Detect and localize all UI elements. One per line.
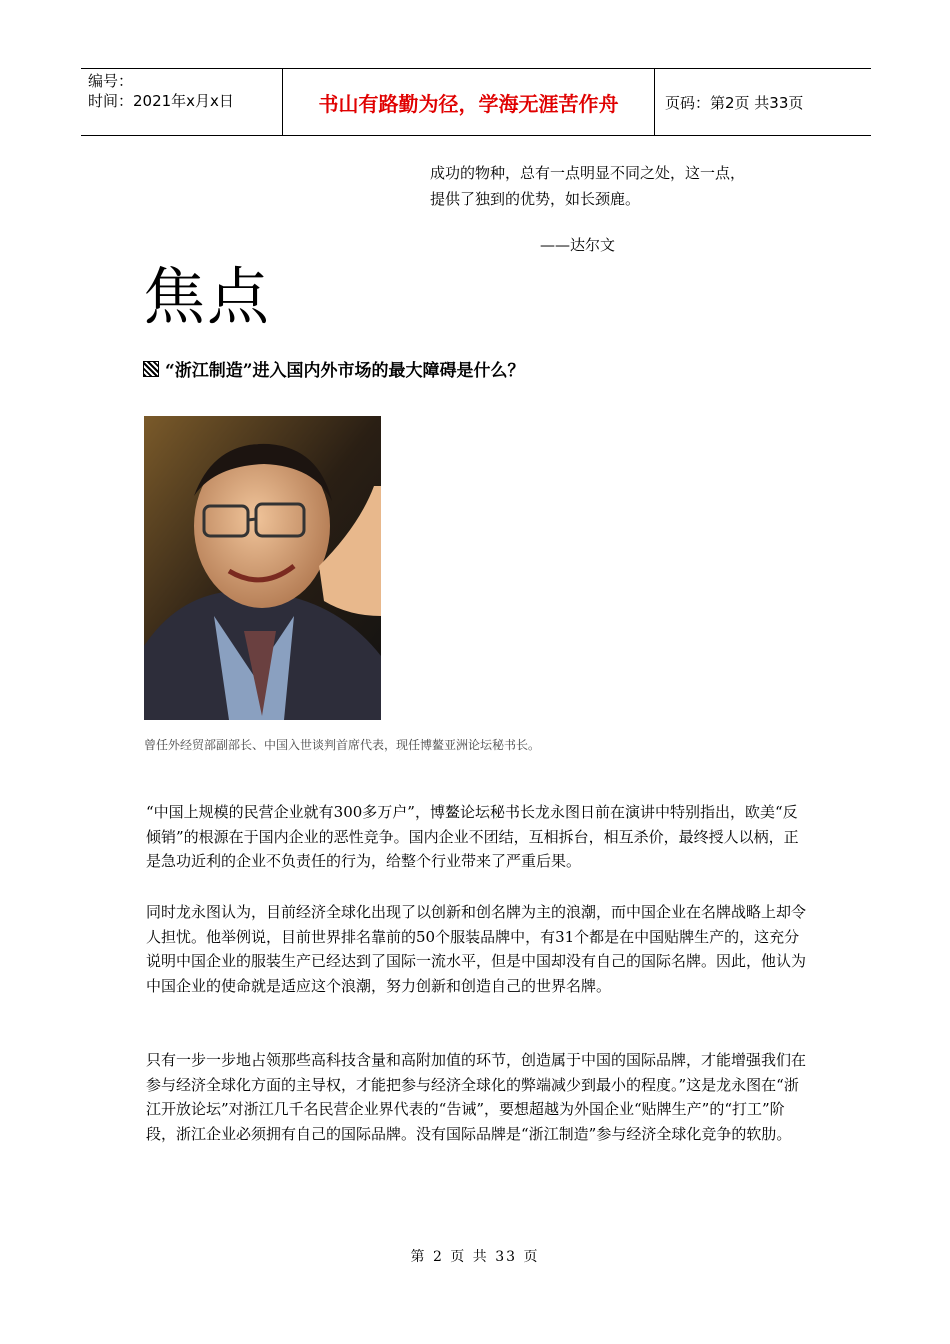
code-label: 编号：: [88, 72, 134, 90]
paragraph-1: “中国上规模的民营企业就有300多万户”，博鳌论坛秘书长龙永图日前在演讲中特别指出，欧美“反倾销”的根源在于国内企业的恶性竞争。国内企业不团结，互相拆台，相互杀价，最终授人以柄，正是急功近利的企业不负责任的行为，给整个行业带来了严重后果。: [146, 803, 799, 870]
page-header: [81, 68, 871, 136]
portrait-illustration: [144, 416, 381, 720]
header-motto: 书山有路勤为径，学海无涯苦作舟: [282, 69, 655, 135]
square-bullet-icon: [143, 361, 159, 377]
page-footer: 第 2 页 共 33 页: [410, 1249, 540, 1265]
epigraph-line-1: 成功的物种，总有一点明显不同之处，这一点，: [430, 164, 746, 182]
photo-caption: 曾任外经贸部副部长、中国入世谈判首席代表，现任博鳌亚洲论坛秘书长。: [144, 738, 541, 752]
focus-question-text: “浙江制造”进入国内外市场的最大障碍是什么？: [165, 361, 525, 381]
focus-question: [143, 356, 525, 381]
epigraph-line-2: 提供了独到的优势，如长颈鹿。: [430, 190, 641, 208]
portrait-photo: [144, 416, 381, 720]
section-title: 焦点: [143, 260, 272, 333]
epigraph-author: ——达尔文: [540, 236, 616, 254]
epigraph: [430, 160, 745, 212]
date-label: 时间：2021年x月x日: [88, 92, 234, 110]
paragraph-2: 同时龙永图认为，目前经济全球化出现了以创新和创名牌为主的浪潮，而中国企业在名牌战略上却令人担忧。他举例说，目前世界排名靠前的50个服装品牌中，有31个都是在中国贴牌生产的，这充分说明中国企业的服装生产已经达到了国际一流水平，但是中国却没有自己的国际名牌。因此，他认为中国企业的使命就是适应这个浪潮，努力创新和创造自己的世界名牌。: [146, 903, 807, 995]
header-page-info: 页码：第2页 共33页: [665, 93, 804, 112]
header-meta: [81, 69, 282, 135]
paragraph-3: 只有一步一步地占领那些高科技含量和高附加值的环节，创造属于中国的国际品牌，才能增强我们在参与经济全球化方面的主导权，才能把参与经济全球化的弊端减少到最小的程度。”这是龙永图在“浙江开放论坛”对浙江几千名民营企业界代表的“告诫”，要想超越为外国企业“贴牌生产”的“打工”阶段，浙江企业必须拥有自己的国际品牌。没有国际品牌是“浙江制造”参与经济全球化竞争的软肋。: [146, 1051, 807, 1143]
